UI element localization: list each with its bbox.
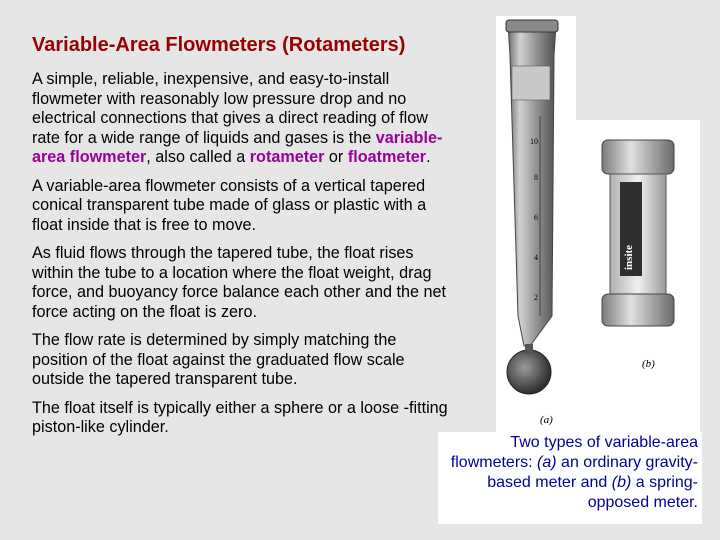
term-floatmeter: floatmeter <box>347 148 427 166</box>
scale-tick-6: 6 <box>534 213 538 222</box>
term-rotameter: rotameter <box>249 148 325 166</box>
scale-tick-2: 2 <box>534 293 538 302</box>
scale-tick-8: 8 <box>534 173 538 182</box>
figure-spring-meter-b <box>576 120 700 436</box>
paragraph-construction: A variable-area flowmeter consists of a vertical tapered conical transparent tube made of glass or plastic with a float inside that is free to move. <box>32 176 427 234</box>
brand-label-b: insite <box>623 244 635 270</box>
scale-tick-4: 4 <box>534 253 538 262</box>
body-text <box>32 70 452 447</box>
paragraph-intro-text-4: . <box>426 148 431 166</box>
caption-label-b: (b) <box>611 474 632 491</box>
figure-label-b: (b) <box>642 358 655 370</box>
paragraph-intro-text-1: A simple, reliable, inexpensive, and easy-to-install flowmeter with reasonably low pressure drop and no electrical connections that gives a direct reading of flow rate for a wide range of liquids and gases is the <box>32 70 428 147</box>
scale-tick-10: 10 <box>530 137 538 146</box>
caption-text-3: a spring-opposed meter. <box>587 474 698 511</box>
paragraph-intro-text-3: or <box>324 148 348 166</box>
figure-rotameter-a <box>496 16 576 436</box>
rotameter-a-drawing <box>496 16 576 436</box>
figure-caption <box>438 432 702 524</box>
figure-label-a: (a) <box>540 414 553 426</box>
spring-meter-b-drawing <box>576 120 700 436</box>
caption-text-2: an ordinary gravity-based meter and <box>487 454 698 491</box>
paragraph-reading: The flow rate is determined by simply matching the position of the float against the graduated flow scale outside the tapered transparent tube. <box>32 331 405 388</box>
paragraph-operation: As fluid flows through the tapered tube, the float rises within the tube to a location where the float weight, drag force, and buoyancy force balance each other and the net force acting on the float is zero. <box>32 244 446 321</box>
paragraph-intro <box>32 70 452 168</box>
slide-title: Variable-Area Flowmeters (Rotameters) <box>32 34 406 56</box>
paragraph-float: The float itself is typically either a sphere or a loose -fitting piston-like cylinder. <box>32 398 448 436</box>
term-variable-area-flowmeter: variable-area flowmeter <box>32 128 443 166</box>
paragraph-intro-text-2: , also called a <box>146 148 250 166</box>
caption-label-a: (a) <box>537 454 557 471</box>
caption-text-1: Two types of variable-area flowmeters: <box>450 434 698 471</box>
